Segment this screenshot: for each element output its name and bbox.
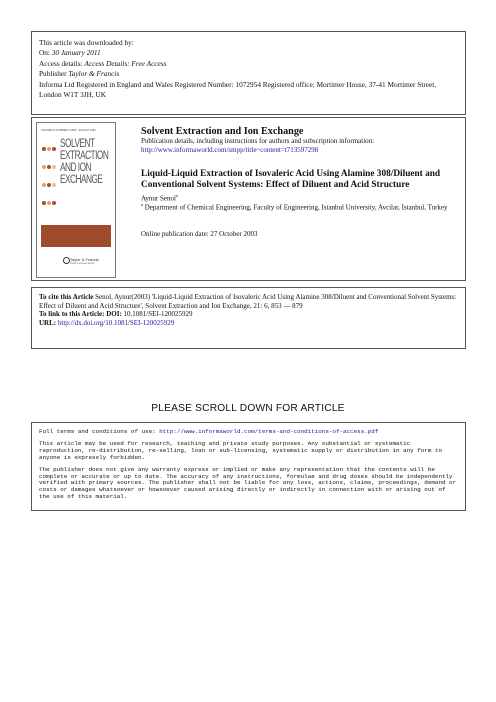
terms-paragraph-disclaimer: The publisher does not give any warranty express or implied or make any representation that the contents will be complete or accurate or up to date. The accuracy of any instructions, formulae and drug doses should be independently verified with primary sources. The publisher shall not be liable for any loss, actions, claims, proceedings, demand or costs or damages whatsoever or howsoever caused arising directly or indirectly in connection with or arising out of the use of this material. xyxy=(39,465,457,501)
cover-title-line: SOLVENT xyxy=(60,138,95,150)
access-label: Access details: xyxy=(39,58,83,68)
cover-dot xyxy=(42,147,46,151)
full-terms-label: Full terms and conditions of use: xyxy=(39,428,156,435)
terms-paragraph-usage: This article may be used for research, teaching and private study purposes. Any substantial or systematic reproduction, re-distribution, re-selling, loan or sub-licensing, systematic supply or distribution in any form to anyone is expressly forbidden. xyxy=(39,439,442,461)
doi-value: 10.1081/SEI-120025929 xyxy=(123,310,193,319)
cover-dot xyxy=(47,165,51,169)
cover-dot xyxy=(52,183,56,187)
cover-dot xyxy=(42,183,46,187)
scroll-down-heading: PLEASE SCROLL DOWN FOR ARTICLE xyxy=(151,403,345,414)
article-header-box xyxy=(31,117,466,281)
affiliation-text: Department of Chemical Engineering, Faculty of Engineering, Istanbul University, Avcilar, Istanbul, Turkey xyxy=(143,203,448,212)
author-name: Aynur Senol xyxy=(141,194,176,203)
url-line xyxy=(39,319,458,328)
cover-top-text: VOLUME 21 NUMBER 6 2003 · AUGUST 2003 xyxy=(41,129,96,132)
cover-title-line: AND ION xyxy=(60,162,91,174)
url-label: URL: xyxy=(39,318,57,327)
full-terms-line xyxy=(39,429,458,436)
terms-url-link[interactable]: http://www.informaworld.com/terms-and-conditions-of-access.pdf xyxy=(159,428,379,435)
affiliation xyxy=(141,201,463,212)
cover-title xyxy=(60,138,108,186)
publisher-line xyxy=(39,69,458,79)
download-date-line xyxy=(39,48,458,58)
cover-dot-pattern xyxy=(41,138,58,210)
access-line xyxy=(39,59,458,69)
publication-details-text: Publication details, including instructions for authors and subscription information: xyxy=(141,137,375,145)
cover-publisher-sub: Taylor & Francis Group xyxy=(70,262,95,265)
publisher-value: Taylor & Francis xyxy=(68,69,120,79)
doi-line xyxy=(39,310,458,319)
download-line: This article was downloaded by: xyxy=(39,38,134,47)
on-label: On: xyxy=(39,48,50,58)
link-label: To link to this Article: DOI: xyxy=(39,310,122,319)
cover-color-band xyxy=(41,225,111,247)
cover-dot xyxy=(47,201,51,205)
cover-dot xyxy=(52,201,56,205)
cite-line xyxy=(39,293,458,310)
registration-text: Informa Ltd Registered in England and Wales Registered Number: 1072954 Registered office: Mortimer House, 37-41 Mortimer Street, London W1T 3JH, UK xyxy=(39,79,437,100)
citation-box xyxy=(31,287,466,349)
cite-label: To cite this Article xyxy=(39,293,94,301)
publisher-logo-icon xyxy=(63,257,70,264)
journal-url-link[interactable]: http://www.informaworld.com/smpp/title~content=t713597298 xyxy=(141,145,319,154)
download-info-box xyxy=(31,31,466,115)
publication-details xyxy=(141,137,459,154)
access-value: Access Details: Free Access xyxy=(84,58,167,68)
journal-cover-image xyxy=(36,122,116,278)
cover-title-line: EXTRACTION xyxy=(60,150,109,162)
cover-dot xyxy=(42,201,46,205)
terms-box xyxy=(31,422,466,511)
on-value: 30 January 2011 xyxy=(51,48,101,58)
article-title: Liquid-Liquid Extraction of Isovaleric Acid Using Alamine 308/Diluent and Conventional Solvent Systems: Effect of Diluent and Acid Structure xyxy=(141,169,441,191)
cover-dot xyxy=(47,183,51,187)
cover-dot xyxy=(52,147,56,151)
journal-name: Solvent Extraction and Ion Exchange xyxy=(141,126,304,137)
publisher-label: Publisher xyxy=(39,69,67,79)
author-affiliation-mark: a xyxy=(175,193,178,198)
cover-dot xyxy=(42,165,46,169)
doi-url-link[interactable]: http://dx.doi.org/10.1081/SEI-120025929 xyxy=(57,318,175,327)
online-publication-date: Online publication date: 27 October 2003 xyxy=(141,230,258,238)
cover-publisher: Taylor & Francis xyxy=(70,257,99,262)
affiliation-mark: a xyxy=(141,202,143,207)
cite-text: Senol, Aynur(2003) 'Liquid-Liquid Extraction of Isovaleric Acid Using Alamine 308/Diluent and Conventional Solvent Systems: Effect of Diluent and Acid Structure', Solvent Extraction and Ion Exchange, 21: 6, 853 — 879 xyxy=(39,293,457,310)
cover-dot xyxy=(47,147,51,151)
cover-dot xyxy=(52,165,56,169)
cover-title-line: EXCHANGE xyxy=(60,174,103,186)
